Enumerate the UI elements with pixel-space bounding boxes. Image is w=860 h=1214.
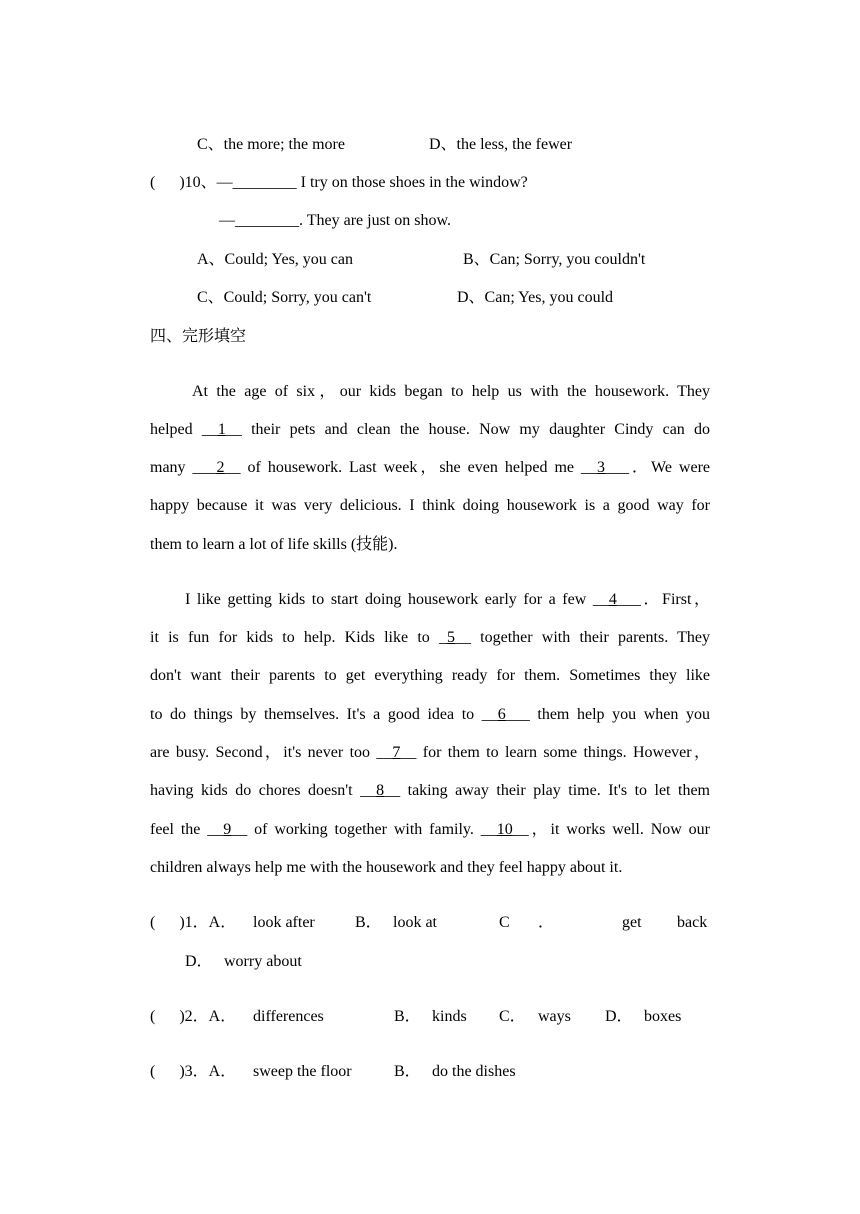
q10-reply: —________. They are just on show. bbox=[219, 212, 451, 229]
option-b-label: B． bbox=[394, 1063, 421, 1080]
passage-line: don't want their parents to get everything ready for them. Sometimes they like bbox=[150, 667, 710, 684]
passage-line: many ___2__ of housework. Last week，she even helped me __3___．We were bbox=[150, 459, 711, 476]
option-b: kinds bbox=[432, 1008, 467, 1025]
question-number: ( )2．A． bbox=[150, 1008, 237, 1025]
option-b-label: B． bbox=[394, 1008, 421, 1025]
q9-option-d: D、the less, the fewer bbox=[429, 136, 573, 153]
q10-option-a: A、Could; Yes, you can bbox=[197, 251, 354, 268]
q10-option-c: C、Could; Sorry, you can't bbox=[197, 289, 372, 306]
passage-line: happy because it was very delicious. I think doing housework is a good way for bbox=[150, 497, 710, 514]
q10-option-d: D、Can; Yes, you could bbox=[457, 289, 614, 306]
question-number: ( )3．A． bbox=[150, 1063, 237, 1080]
option-c: ways bbox=[538, 1008, 571, 1025]
option-c-label: C． bbox=[499, 1008, 526, 1025]
passage-line: I like getting kids to start doing housework early for a few __4___．First， bbox=[185, 591, 710, 608]
blank-number: 5 bbox=[446, 629, 455, 646]
blank-number: 2 bbox=[216, 459, 225, 476]
blank-number: 8 bbox=[376, 782, 385, 799]
passage-line: At the age of six，our kids began to help us with the housework. They bbox=[192, 383, 710, 400]
question-1 bbox=[150, 913, 710, 933]
option-d: worry about bbox=[224, 953, 302, 970]
option-b-label: B． bbox=[355, 914, 382, 931]
question-1-continued bbox=[150, 952, 710, 972]
option-a: sweep the floor bbox=[253, 1063, 352, 1080]
question-3 bbox=[150, 1062, 710, 1082]
option-c-dot: ． bbox=[538, 914, 555, 931]
passage-line: having kids do chores doesn't __8__ taking away their play time. It's to let them bbox=[150, 782, 710, 799]
option-d-label: D． bbox=[185, 953, 213, 970]
q9-option-c: C、the more; the more bbox=[197, 136, 345, 153]
passage-line: children always help me with the housework and they feel happy about it. bbox=[150, 859, 623, 876]
blank-number: 3 bbox=[597, 459, 606, 476]
blank-number: 1 bbox=[217, 421, 226, 438]
q10-stem: ( )10、—________ I try on those shoes in the window? bbox=[150, 174, 528, 191]
passage-line: are busy. Second，it's never too __7__ for them to learn some things. However， bbox=[150, 744, 710, 761]
section-heading: 四、完形填空 bbox=[150, 326, 247, 345]
option-d-label: D． bbox=[605, 1008, 633, 1025]
blank-number: 7 bbox=[392, 744, 401, 761]
blank-number: 10 bbox=[496, 821, 513, 838]
blank-number: 9 bbox=[223, 821, 232, 838]
option-c-continued: back bbox=[677, 914, 708, 931]
option-c-label: C bbox=[499, 914, 510, 931]
question-number: ( )1．A． bbox=[150, 914, 237, 931]
passage-line: feel the __9__ of working together with family. __10__，it works well. Now our bbox=[150, 821, 711, 838]
question-2 bbox=[150, 1007, 710, 1027]
blank-number: 6 bbox=[497, 706, 506, 723]
option-d: boxes bbox=[644, 1008, 682, 1025]
blank-number: 4 bbox=[608, 591, 617, 608]
passage-line: them to learn a lot of life skills (技能). bbox=[150, 536, 398, 553]
passage-line: helped __1__ their pets and clean the house. Now my daughter Cindy can do bbox=[150, 421, 710, 438]
passage-line: it is fun for kids to help. Kids like to _5__ together with their parents. They bbox=[150, 629, 710, 646]
option-b: look at bbox=[393, 914, 437, 931]
option-a: differences bbox=[253, 1008, 324, 1025]
option-b: do the dishes bbox=[432, 1063, 516, 1080]
option-a: look after bbox=[253, 914, 315, 931]
passage-line: to do things by themselves. It's a good idea to __6___ them help you when you bbox=[150, 706, 710, 723]
q10-option-b: B、Can; Sorry, you couldn't bbox=[463, 251, 646, 268]
option-c: get bbox=[622, 914, 642, 931]
